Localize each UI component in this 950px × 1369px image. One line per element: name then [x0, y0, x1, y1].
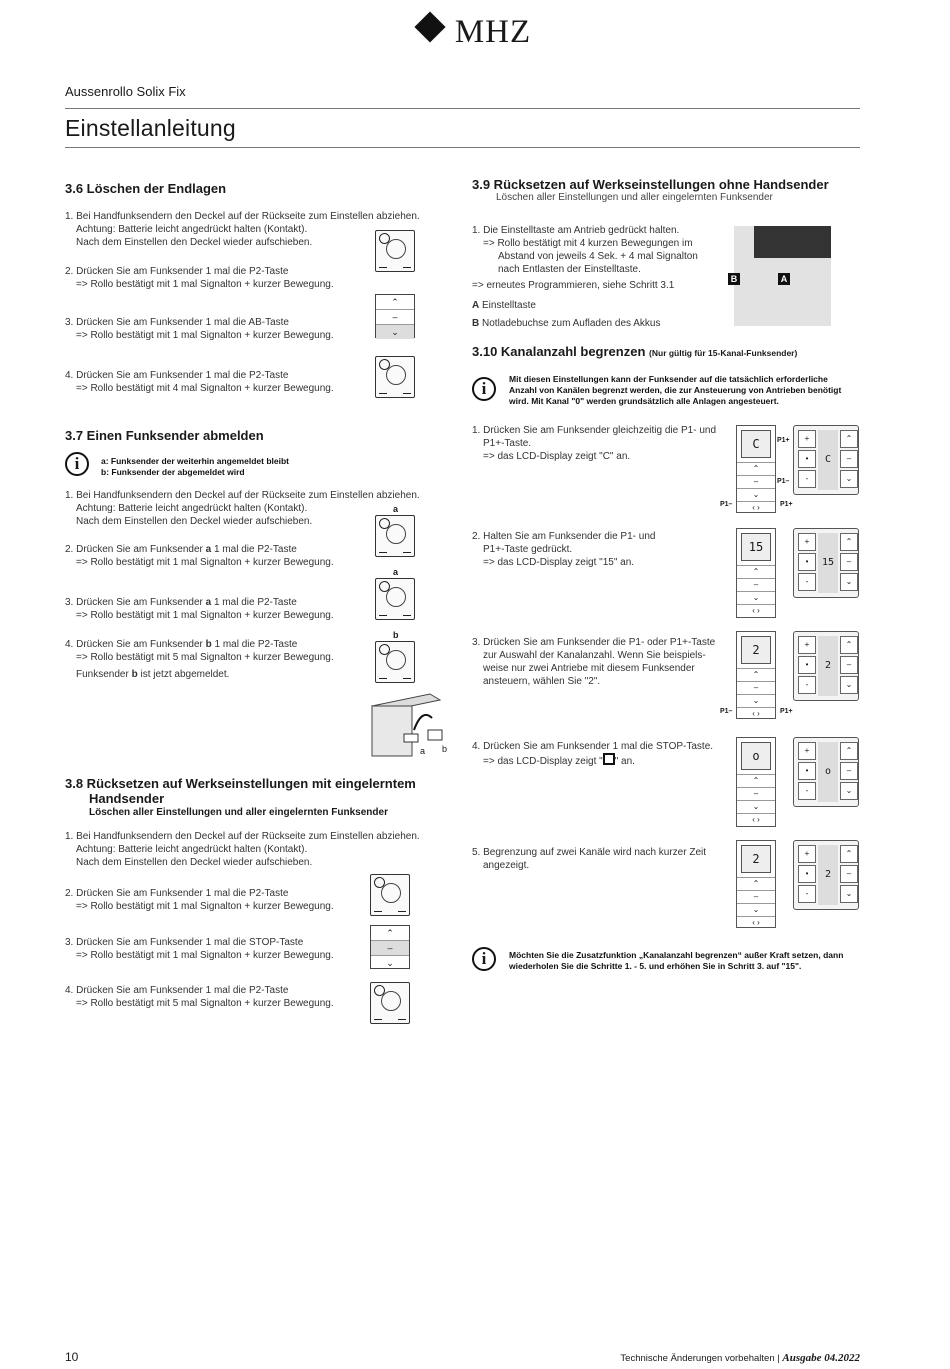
step-text: 2. Halten Sie am Funksender die P1- und P1+-Taste gedrückt. => das LCD-Display zeigt "15" an. [472, 531, 656, 568]
legend-b: B Notladebuchse zum Aufladen des Akkus [472, 318, 661, 329]
step-text: 3. Drücken Sie am Funksender 1 mal die STOP-Taste => Rollo bestätigt mit 1 mal Signalton + kurzer Bewegung. [65, 937, 334, 961]
square-icon [603, 753, 615, 765]
footer-note: Technische Änderungen vorbehalten | Ausgabe 04.2022 [620, 1352, 860, 1364]
key-label: P1– [720, 501, 733, 508]
section-subtitle: Löschen aller Einstellungen und aller eingelernten Funksender [496, 192, 773, 203]
mhz-logo: MHZ [0, 14, 950, 51]
step-text: 1. Bei Handfunksendern den Deckel auf der Rückseite zum Einstellen abziehen. Achtung: Batterie leicht angedrückt halten (Kontakt). Nach dem Einstellen den Deckel wieder aufschieben. [65, 211, 420, 248]
lcd-remote-illustration: o ⌃ – ⌄ ‹ › [736, 737, 776, 827]
product-name: Aussenrollo Solix Fix [65, 84, 186, 99]
step-text: 4. Drücken Sie am Funksender 1 mal die STOP-Taste. => das LCD-Display zeigt " " an. [472, 741, 714, 767]
page-title: Einstellanleitung [65, 115, 236, 141]
lcd-remote-illustration: C ⌃ – ⌄ ‹ › [736, 425, 776, 513]
remote-label: a [420, 746, 426, 756]
remote-illustration [370, 874, 410, 916]
remote-illustration [375, 641, 415, 683]
section-subtitle: Löschen aller Einstellungen und aller eingelernten Funksender [89, 807, 388, 818]
remote-label: b [442, 744, 448, 754]
remote-illustration [375, 578, 415, 620]
step-text: 2. Drücken Sie am Funksender 1 mal die P2-Taste => Rollo bestätigt mit 1 mal Signalton + kurzer Bewegung. [65, 266, 334, 290]
keypad-illustration: + • - ⌃ – ⌄ 15 [793, 528, 859, 598]
motor-photo [730, 226, 831, 326]
step-text: 4. Drücken Sie am Funksender b 1 mal die P2-Taste => Rollo bestätigt mit 5 mal Signalton + kurzer Bewegung. Funksender b ist jetzt abgemeldet. [65, 639, 334, 680]
lcd-display: C [741, 430, 771, 458]
lcd-display: 2 [741, 845, 771, 873]
keypad-illustration: + • - ⌃ – ⌄ o [793, 737, 859, 807]
remote-illustration [375, 356, 415, 398]
step-text: 5. Begrenzung auf zwei Kanäle wird nach kurzer Zeit angezeigt. [472, 847, 707, 871]
section-heading-3-10: 3.10 Kanalanzahl begrenzen (Nur gültig für 15-Kanal-Funksender) [472, 344, 798, 359]
section-heading-3-7: 3.7 Einen Funksender abmelden [65, 428, 264, 443]
keypad-illustration: + • - ⌃ – ⌄ 2 [793, 840, 859, 910]
step-text: 3. Drücken Sie am Funksender die P1- oder P1+-Taste zur Auswahl der Kanalanzahl. Wenn Sie beispiels- weise nur zwei Antriebe mit diesem Funksender ansteuern, wählen Sie "2". [472, 637, 716, 687]
diamond-icon [414, 11, 445, 42]
info-icon: i [472, 947, 496, 971]
key-label: P1+ [780, 708, 793, 715]
step-text: 2. Drücken Sie am Funksender 1 mal die P2-Taste => Rollo bestätigt mit 1 mal Signalton + kurzer Bewegung. [65, 888, 334, 912]
info-note: Mit diesen Einstellungen kann der Funksender auf die tatsächlich erforderliche Anzahl von Kanälen begrenzt werden, die zur Ansteuerung von Antrieben benötigt wird. Mit Kanal "0" werden grundsätzlich alle Anlagen angesteuert. [509, 374, 842, 406]
photo-tag-a: A [778, 273, 790, 285]
key-label: P1– [720, 708, 733, 715]
divider [65, 108, 860, 109]
lcd-remote-illustration: 2 ⌃ – ⌄ ‹ › [736, 631, 776, 719]
lcd-remote-illustration: 2 ⌃ – ⌄ ‹ › [736, 840, 776, 928]
keypad-illustration: + • - ⌃ – ⌄ C [793, 425, 859, 495]
lcd-display: o [741, 742, 771, 770]
legend-a: A Einstelltaste [472, 300, 536, 311]
step-text: 2. Drücken Sie am Funksender a 1 mal die P2-Taste => Rollo bestätigt mit 1 mal Signalton + kurzer Bewegung. [65, 544, 334, 568]
step-text: 1. Die Einstelltaste am Antrieb gedrückt halten. => Rollo bestätigt mit 4 kurzen Bewegungen im Abstand von jeweils 4 Sek. + 4 mal Signalton nach Entlasten der Einstelltaste. => erneutes Programmieren, siehe Schritt 3.1 [472, 225, 698, 291]
remote-illustration [375, 230, 415, 272]
keypad-illustration: + • - ⌃ – ⌄ 2 [793, 631, 859, 701]
info-note: Möchten Sie die Zusatzfunktion „Kanalanzahl begrenzen“ außer Kraft setzen, dann wiederholen Sie die Schritte 1. - 5. und erhöhen Sie in Schritt 3. auf "15". [509, 950, 844, 971]
section-heading-3-6: 3.6 Löschen der Endlagen [65, 181, 227, 196]
step-text: 3. Drücken Sie am Funksender a 1 mal die P2-Taste => Rollo bestätigt mit 1 mal Signalton + kurzer Bewegung. [65, 597, 334, 621]
info-icon: i [65, 452, 89, 476]
remote-label: a [393, 504, 399, 514]
key-label: P1+ [777, 437, 790, 444]
key-label: P1+ [780, 501, 793, 508]
key-label: P1– [777, 478, 790, 485]
step-text: 1. Bei Handfunksendern den Deckel auf der Rückseite zum Einstellen abziehen. Achtung: Batterie leicht angedrückt halten (Kontakt). Nach dem Einstellen den Deckel wieder aufschieben. [65, 831, 420, 868]
remote-illustration [370, 982, 410, 1024]
lcd-display: 15 [741, 533, 771, 561]
lcd-display: 2 [741, 636, 771, 664]
step-text: 1. Drücken Sie am Funksender gleichzeitig die P1- und P1+-Taste. => das LCD-Display zeigt "C" an. [472, 425, 717, 462]
remote-label: a [393, 567, 399, 577]
remote-illustration [375, 515, 415, 557]
divider [65, 147, 860, 148]
step-text: 3. Drücken Sie am Funksender 1 mal die AB-Taste => Rollo bestätigt mit 1 mal Signalton + kurzer Bewegung. [65, 317, 334, 341]
step-text: 1. Bei Handfunksendern den Deckel auf der Rückseite zum Einstellen abziehen. Achtung: Batterie leicht angedrückt halten (Kontakt). Nach dem Einstellen den Deckel wieder aufschieben. [65, 490, 420, 527]
receiver-illustration [370, 690, 450, 758]
remote-label: b [393, 630, 399, 640]
section-heading-3-8: 3.8 Rücksetzen auf Werkseinstellungen mit eingelerntem Handsender [65, 776, 416, 806]
page-number: 10 [65, 1350, 79, 1364]
section-heading-3-9: 3.9 Rücksetzen auf Werkseinstellungen ohne Handsender [472, 177, 829, 192]
rocker-illustration: ⌃ – ⌄ [370, 925, 410, 969]
step-text: 4. Drücken Sie am Funksender 1 mal die P2-Taste => Rollo bestätigt mit 4 mal Signalton + kurzer Bewegung. [65, 370, 334, 394]
info-icon: i [472, 377, 496, 401]
lcd-remote-illustration: 15 ⌃ – ⌄ ‹ › [736, 528, 776, 618]
photo-tag-b: B [728, 273, 740, 285]
rocker-illustration: ⌃ – ⌄ [375, 294, 415, 338]
info-note: a: Funksender der weiterhin angemeldet bleibt b: Funksender der abgemeldet wird [101, 456, 289, 477]
step-text: 4. Drücken Sie am Funksender 1 mal die P2-Taste => Rollo bestätigt mit 5 mal Signalton + kurzer Bewegung. [65, 985, 334, 1009]
